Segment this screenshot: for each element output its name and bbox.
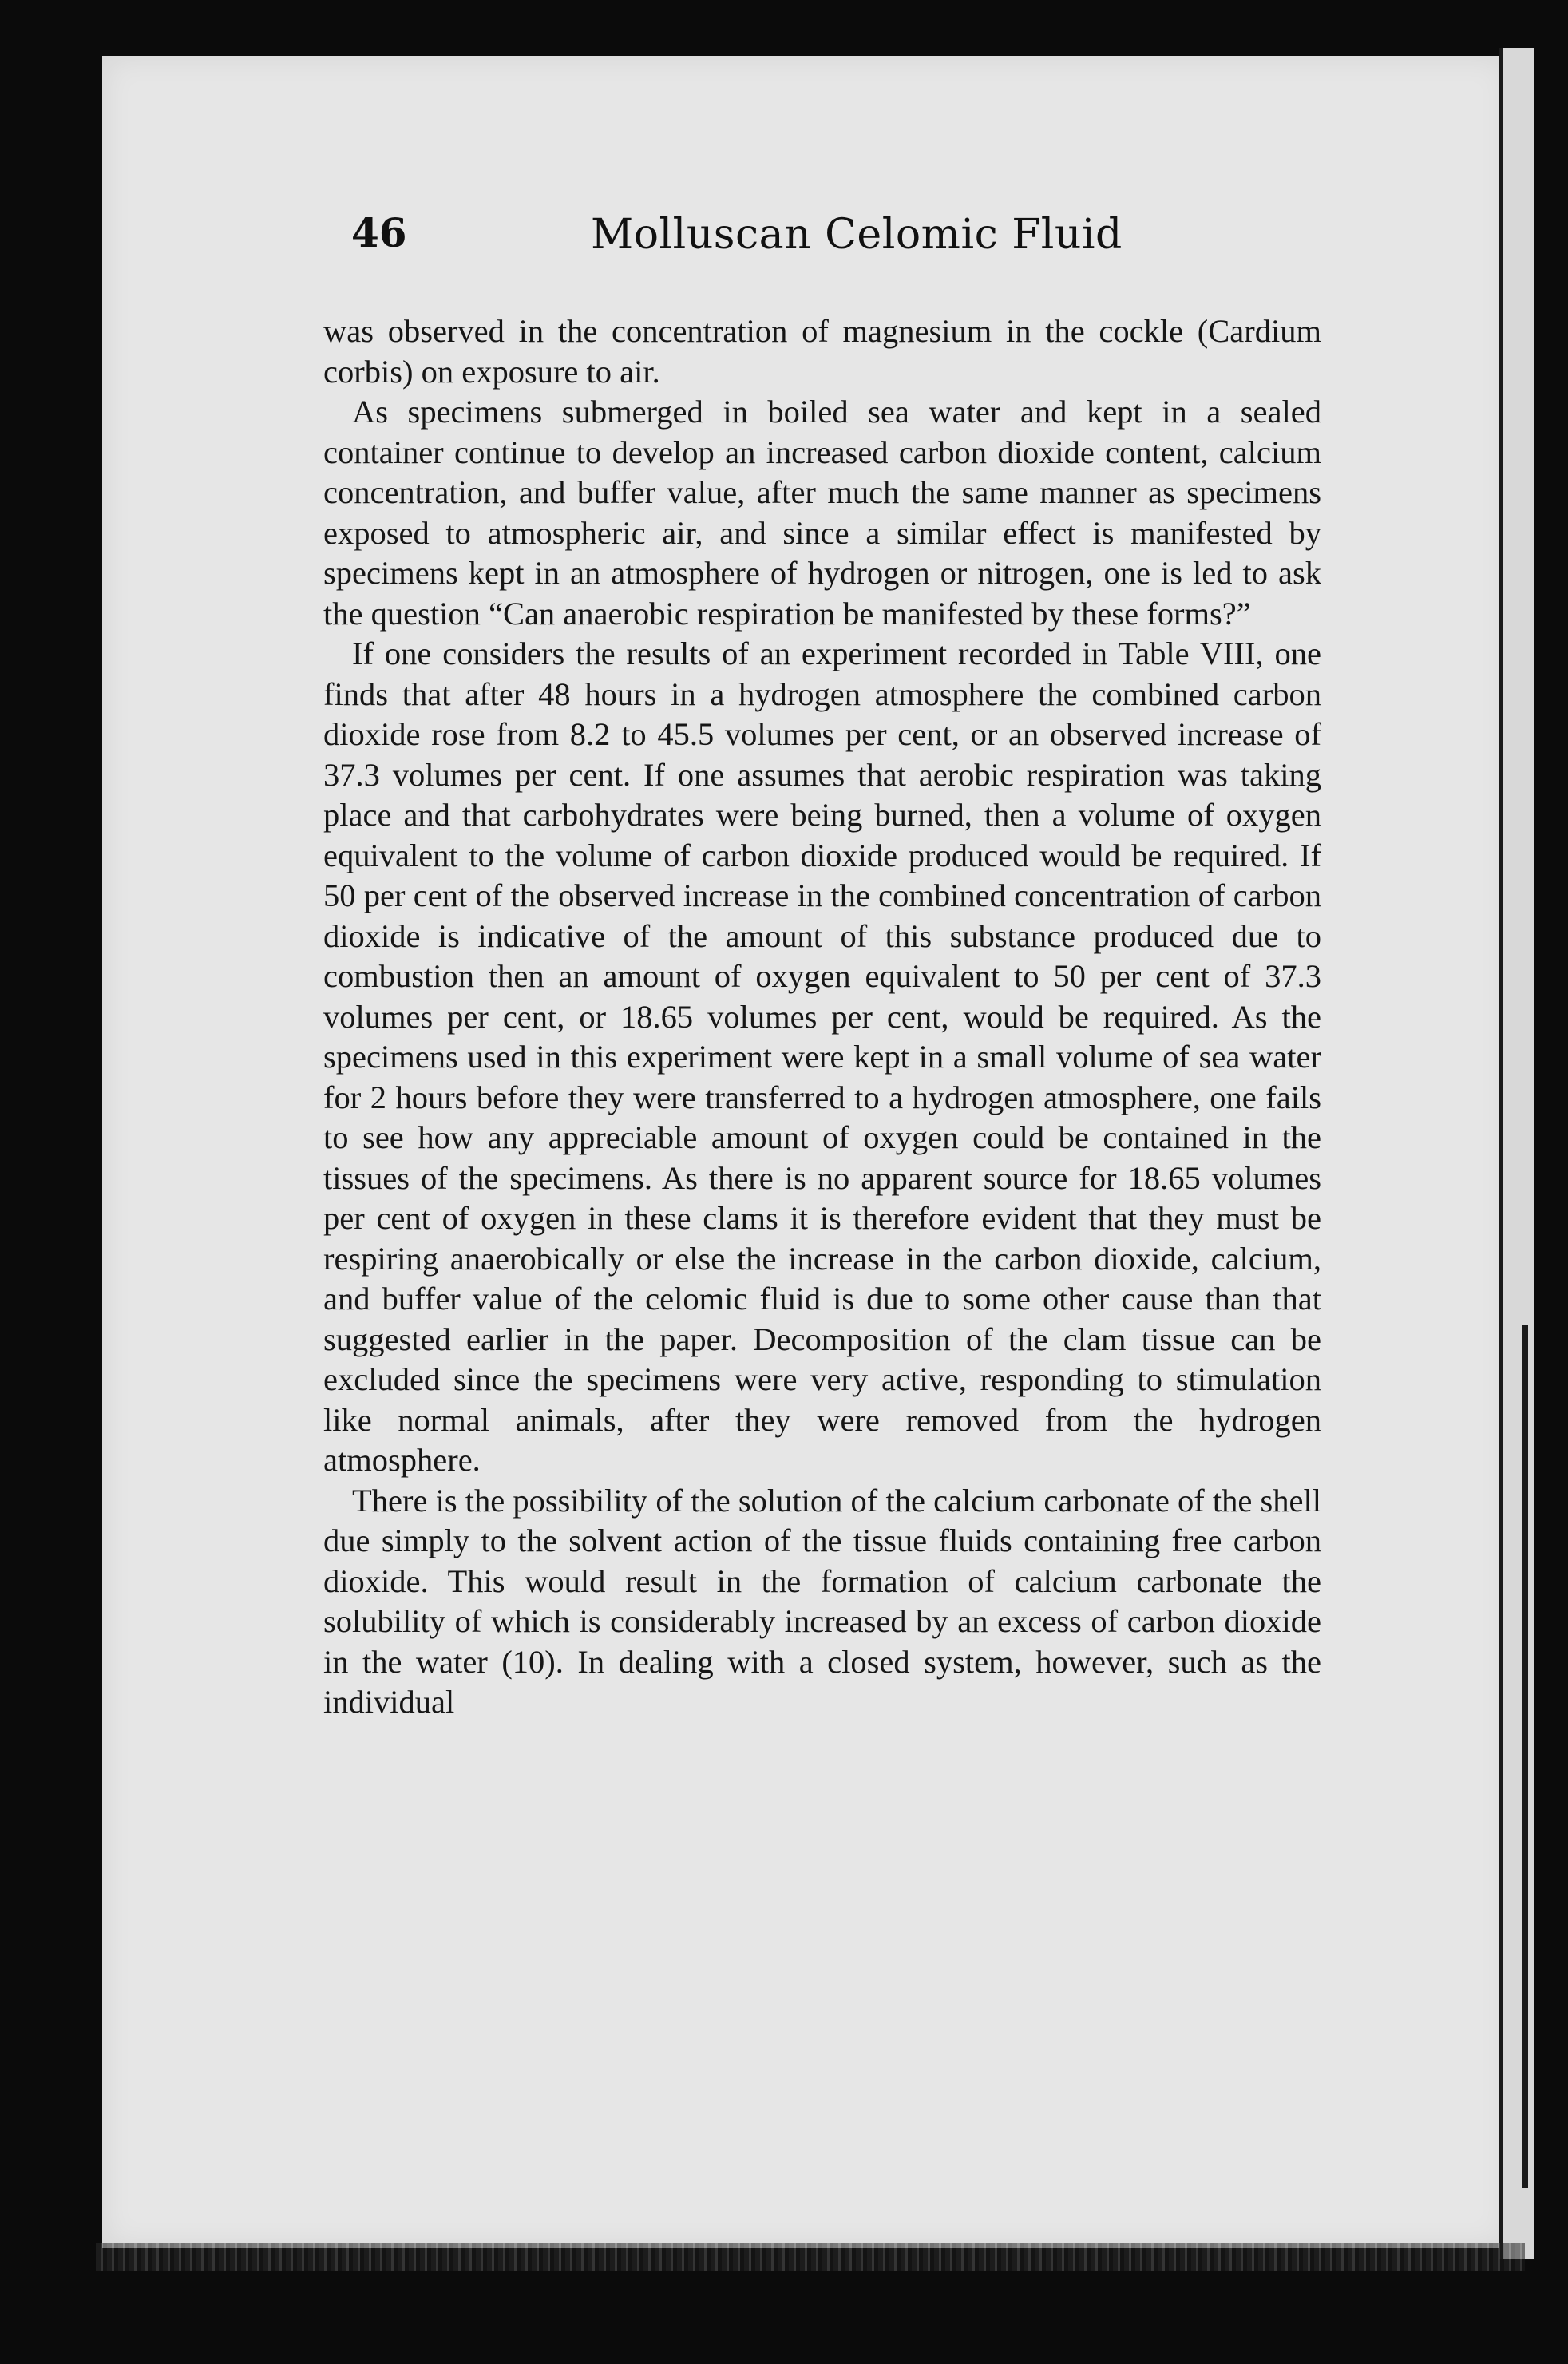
- body-text: [323, 311, 1321, 1723]
- paragraph-anaerobic-question: As specimens submerged in boiled sea water and kept in a sealed container continue to develop an increased carbon dioxide content, calcium concentration, and buffer value, after much the same manner as specimens exposed to atmospheric air, and since a similar effect is manifested by specimens kept in an atmosphere of hydrogen or nitrogen, one is led to ask the question “Can anaerobic respiration be manifested by these forms?”: [323, 394, 1321, 632]
- page-edge: [1499, 48, 1534, 2259]
- paragraph-hydrogen-experiment: If one considers the results of an experiment recorded in Table VIII, one finds that after 48 hours in a hydrogen atmosphere the combined carbon dioxide rose from 8.2 to 45.5 volumes per cent, or an observed increase of 37.3 volumes per cent. If one assumes that aerobic respiration was taking place and that carbohydrates were being burned, then a volume of oxygen equivalent to the volume of carbon dioxide produced would be required. If 50 per cent of the observed increase in the combined concentration of carbon dioxide is indicative of the amount of this substance produced due to combustion then an amount of oxygen equivalent to 50 per cent of 37.3 volumes per cent, or 18.65 volumes per cent, would be required. As the specimens used in this experiment were kept in a small volume of sea water for 2 hours before they were transferred to a hydrogen atmosphere, one fails to see how any appreciable amount of oxygen could be contained in the tissues of the specimens. As there is no apparent source for 18.65 volumes per cent of oxygen in these clams it is therefore evident that they must be respiring anaerobically or else the increase in the carbon dioxide, calcium, and buffer value of the celomic fluid is due to some other cause than that suggested earlier in the paper. Decomposition of the clam tissue can be excluded since the specimens were very active, responding to stimulation like normal animals, after they were removed from the hydrogen atmosphere.: [323, 636, 1321, 1478]
- running-title: Molluscan Celomic Fluid: [591, 211, 1123, 259]
- binding-bar: [1522, 1325, 1528, 2188]
- paragraph-shell-solution: There is the possibility of the solution of the calcium carbonate of the shell due simply to the solvent action of the tissue fluids containing free carbon dioxide. This would result in the formation of calcium carbonate the solubility of which is considerably increased by an excess of carbon dioxide in the water (10). In dealing with a closed system, however, such as the individual: [323, 1482, 1321, 1720]
- running-head: [351, 209, 1389, 281]
- paragraph-continuation: was observed in the concentration of magnesium in the cockle (Cardium corbis) on exposure to air.: [323, 313, 1321, 390]
- scan-noise-strip: [96, 2243, 1525, 2271]
- page-number: 46: [351, 209, 407, 256]
